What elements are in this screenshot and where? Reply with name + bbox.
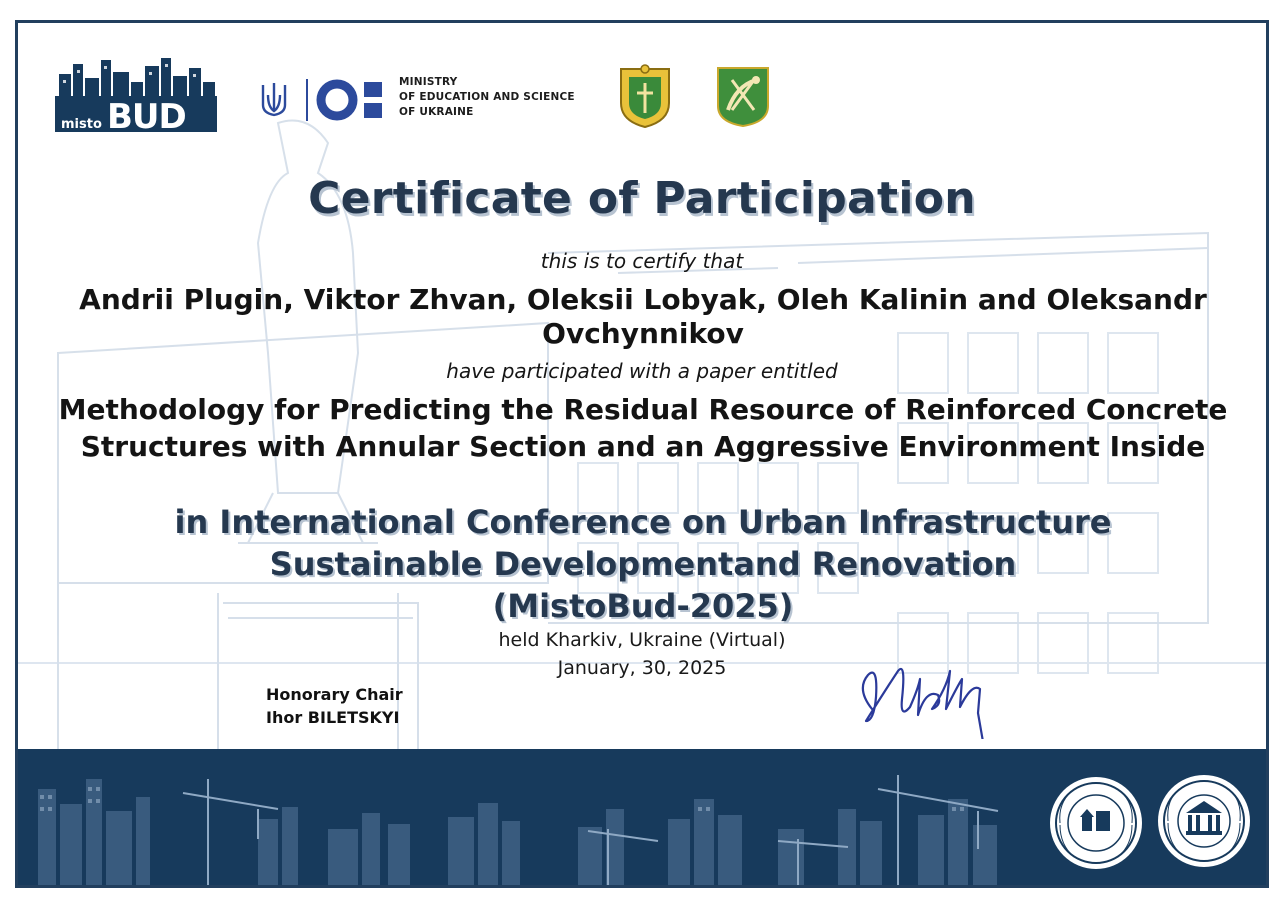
certificate-frame (15, 20, 1269, 888)
mistobud-logo (55, 56, 217, 132)
ministry-line-3: OF UKRAINE (399, 106, 474, 118)
held-location: held Kharkiv, Ukraine (Virtual) (498, 629, 786, 651)
kharkiv-oblast-crest-icon (617, 63, 673, 129)
header-divider (306, 79, 308, 121)
signatory-block (266, 683, 403, 729)
svg-text:BUD: BUD (107, 97, 186, 132)
certificate-title: Certificate of Participation (308, 173, 976, 224)
conference-name (58, 501, 1228, 627)
participant-names: Andrii Plugin, Viktor Zhvan, Oleksii Lobyak, Oleh Kalinin and Oleksandr Ovchynnikov (79, 283, 1207, 350)
paper-title: Methodology for Predicting the Residual Resource of Reinforced Concrete Structures with Annular Section and an Aggressive Environment Inside (58, 393, 1228, 463)
conference-line-1: in International Conference on Urban Infrastructure (174, 503, 1112, 541)
mon-logo-icon (316, 78, 388, 122)
conference-line-3: (MistoBud-2025) (492, 587, 794, 625)
ministry-line-2: OF EDUCATION AND SCIENCE (399, 91, 575, 103)
handwritten-signature (846, 649, 1006, 739)
event-date: January, 30, 2025 (557, 657, 727, 679)
ministry-text (399, 75, 609, 120)
participated-line: have participated with a paper entitled (446, 359, 838, 383)
kharkiv-city-crest-icon (716, 66, 770, 128)
signatory-role: Honorary Chair (266, 685, 403, 704)
ukraine-trident-icon (259, 81, 289, 119)
university-seal-icon (1046, 773, 1146, 873)
ministry-line-1: MINISTRY (399, 76, 458, 88)
conference-line-2: Sustainable Developmentand Renovation (269, 545, 1017, 583)
signatory-name: Ihor BILETSKYI (266, 708, 400, 727)
svg-text:misto: misto (61, 117, 102, 132)
certify-line: this is to certify that (540, 249, 744, 273)
academy-seal-icon (1154, 769, 1254, 873)
